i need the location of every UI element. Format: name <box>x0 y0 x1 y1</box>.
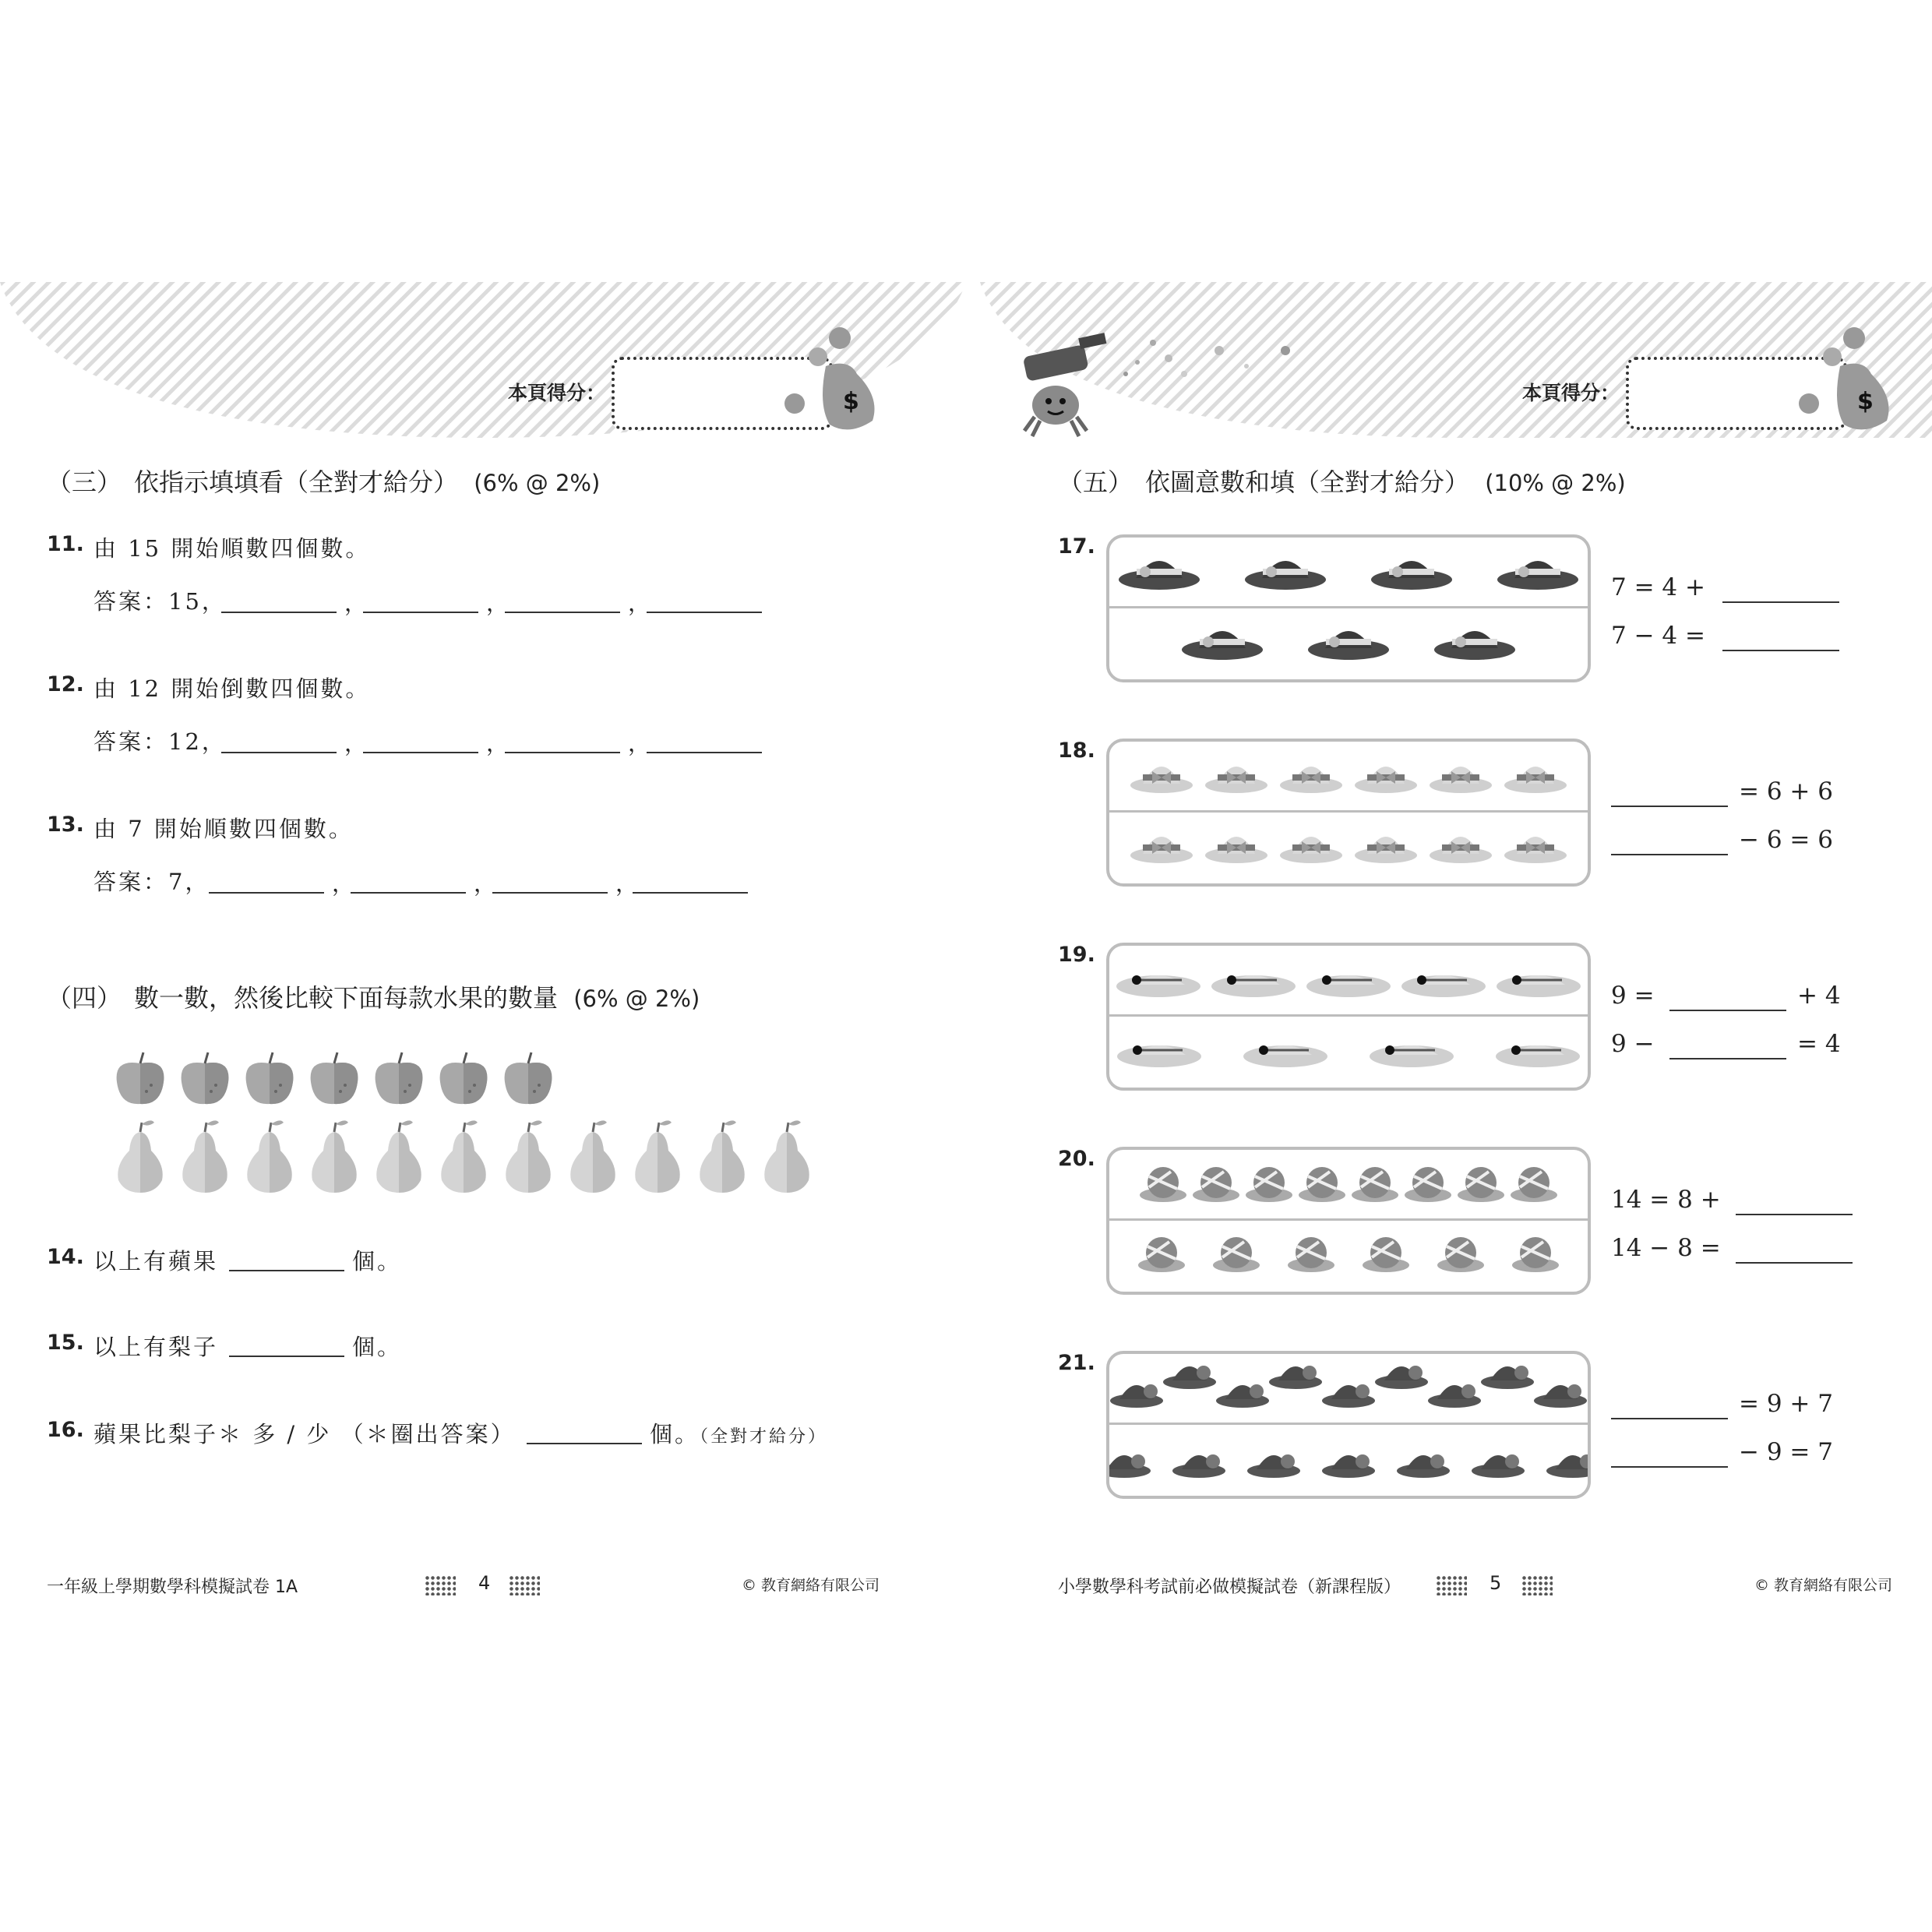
comma: ， <box>474 870 497 897</box>
hat-icon <box>1163 1366 1216 1389</box>
pear-icon <box>118 1120 162 1193</box>
picture-box <box>1106 1351 1591 1499</box>
right-footer-title: 小學數學科考試前必做模擬試卷（新課程版） <box>1058 1578 1401 1597</box>
hat-icon <box>1428 1384 1481 1408</box>
picture-box <box>1106 739 1591 887</box>
answer-blank[interactable] <box>1736 1214 1853 1215</box>
q11-blank-3[interactable] <box>505 612 620 613</box>
hat-icon <box>1308 631 1389 660</box>
score-label: 本頁得分： <box>1522 382 1620 404</box>
pear-row <box>113 1118 814 1196</box>
hat-icon <box>1511 1167 1557 1202</box>
comma: ， <box>486 730 509 756</box>
pear-icon <box>764 1120 809 1193</box>
hat-icon <box>1322 1384 1375 1408</box>
section-4-heading <box>47 978 700 1014</box>
q12-answer-label: 答案：12， <box>93 728 227 755</box>
pear-icon <box>312 1120 356 1193</box>
picture-box <box>1106 943 1591 1091</box>
hat-icon <box>1205 767 1267 793</box>
hat-icon <box>1401 975 1486 997</box>
hat-icon <box>1355 837 1417 863</box>
comma: ， <box>344 590 368 616</box>
hat-icon <box>1352 1167 1398 1202</box>
right-page-number: 5 <box>1490 1572 1502 1594</box>
hat-icon <box>1116 975 1200 997</box>
comma: ， <box>332 870 355 897</box>
equation-left: 14 = 8 + <box>1611 1186 1721 1214</box>
money-bag-icon <box>1793 319 1910 436</box>
comma: ， <box>615 870 639 897</box>
section-4-marks: (6% @ 2%) <box>573 985 700 1012</box>
section-3-title: （三） 依指示填填看（全對才給分） <box>47 467 459 497</box>
section-5-marks: (10% @ 2%) <box>1485 470 1626 496</box>
hat-icon <box>1306 975 1391 997</box>
equation-right: = 6 + 6 <box>1739 777 1833 806</box>
dots-decoration <box>509 1575 540 1595</box>
question-number: 17. <box>1058 534 1095 559</box>
hat-icon <box>1280 837 1342 863</box>
q13-blank-1[interactable] <box>209 892 324 894</box>
hat-icon <box>1269 1366 1322 1389</box>
q14-unit: 個。 <box>352 1248 403 1274</box>
answer-blank[interactable] <box>1611 806 1728 807</box>
hat-icon <box>1397 1454 1450 1478</box>
left-page-number: 4 <box>478 1572 491 1594</box>
hat-row <box>1109 742 1588 810</box>
answer-blank[interactable] <box>1736 1262 1853 1264</box>
hat-icon <box>1172 1454 1225 1478</box>
q12-text: 由 12 開始倒數四個數。 <box>93 675 371 702</box>
q13-answer-label: 答案：7， <box>93 869 210 895</box>
equation-right: = 4 <box>1797 1030 1841 1058</box>
q16-unit: 個。 <box>650 1421 700 1447</box>
q16-unit-wrap <box>650 1417 827 1449</box>
hat-icon <box>1246 1167 1292 1202</box>
q15-text: 以上有梨子 <box>93 1334 219 1360</box>
equation-left: 9 − <box>1611 1030 1655 1058</box>
hat-icon <box>1512 1237 1559 1272</box>
hat-icon <box>1497 561 1578 590</box>
hat-icon <box>1472 1454 1525 1478</box>
section-5-heading <box>1058 463 1626 499</box>
hat-row <box>1109 812 1588 880</box>
equation-right: + 4 <box>1797 982 1841 1010</box>
pear-icon <box>376 1120 421 1193</box>
hat-row <box>1109 538 1588 606</box>
hat-icon <box>1119 561 1200 590</box>
apple-icon <box>182 1052 229 1104</box>
q14-blank[interactable] <box>229 1270 344 1271</box>
dots-decoration <box>1436 1575 1467 1595</box>
dots-decoration <box>1521 1575 1553 1595</box>
q11-blank-1[interactable] <box>221 612 337 613</box>
hat-icon <box>1213 1237 1260 1272</box>
left-copyright: © 教育網絡有限公司 <box>742 1577 880 1594</box>
q14-number: 14. <box>47 1245 84 1269</box>
equation-left: 7 − 4 = <box>1611 622 1705 650</box>
section-3-marks: (6% @ 2%) <box>474 470 601 496</box>
pear-icon <box>570 1120 615 1193</box>
picture-box <box>1106 534 1591 682</box>
hat-row <box>1109 1150 1588 1218</box>
pear-icon <box>182 1120 227 1193</box>
hat-icon <box>1370 1045 1454 1067</box>
hat-icon <box>1363 1237 1409 1272</box>
hat-row <box>1109 1354 1588 1423</box>
hat-icon <box>1247 1454 1300 1478</box>
hat-row <box>1109 1424 1588 1493</box>
hat-icon <box>1182 631 1263 660</box>
apple-icon <box>440 1052 488 1104</box>
hat-icon <box>1140 1167 1186 1202</box>
q13-blank-3[interactable] <box>492 892 608 894</box>
hat-icon <box>1546 1454 1588 1478</box>
hat-icon <box>1193 1167 1239 1202</box>
hat-icon <box>1434 631 1515 660</box>
picture-box <box>1106 1147 1591 1295</box>
hat-icon <box>1130 837 1193 863</box>
apple-icon <box>246 1052 294 1104</box>
section-3-heading <box>47 463 600 499</box>
equation-right: − 6 = 6 <box>1739 826 1833 854</box>
hat-icon <box>1481 1366 1534 1389</box>
answer-blank[interactable] <box>1669 1058 1786 1059</box>
q14-text: 以上有蘋果 <box>93 1248 219 1274</box>
comma: ， <box>486 590 509 616</box>
apple-icon <box>311 1052 358 1104</box>
hat-icon <box>1437 1237 1484 1272</box>
hat-icon <box>1109 1454 1151 1478</box>
hat-icon <box>1430 767 1492 793</box>
pear-icon <box>506 1120 550 1193</box>
crab-with-bottle-icon <box>1021 331 1301 440</box>
question-number: 19. <box>1058 943 1095 967</box>
hat-icon <box>1138 1237 1185 1272</box>
hat-icon <box>1245 561 1326 590</box>
q12-blank-2[interactable] <box>363 752 478 753</box>
hat-icon <box>1405 1167 1451 1202</box>
q12-blank-4[interactable] <box>647 752 762 753</box>
apple-row <box>113 1048 814 1110</box>
equation-left: 7 = 4 + <box>1611 573 1705 601</box>
hat-icon <box>1430 837 1492 863</box>
hat-row <box>1109 1220 1588 1289</box>
answer-blank[interactable] <box>1722 601 1839 603</box>
hat-icon <box>1534 1384 1587 1408</box>
question-number: 20. <box>1058 1147 1095 1171</box>
apple-icon <box>505 1052 552 1104</box>
hat-icon <box>1216 1384 1269 1408</box>
answer-blank[interactable] <box>1611 854 1728 855</box>
equation-right: = 9 + 7 <box>1739 1390 1833 1418</box>
hat-icon <box>1371 561 1452 590</box>
hat-row <box>1109 946 1588 1014</box>
svg-text:$: $ <box>1857 388 1874 415</box>
left-footer-title: 一年級上學期數學科模擬試卷 1A <box>47 1578 298 1597</box>
hat-icon <box>1299 1167 1345 1202</box>
q11-blank-2[interactable] <box>363 612 478 613</box>
comma: ， <box>628 730 651 756</box>
q12-number: 12. <box>47 672 84 696</box>
pear-icons <box>113 1118 814 1196</box>
pear-icon <box>635 1120 679 1193</box>
hat-row <box>1109 608 1588 676</box>
q13-blank-4[interactable] <box>633 892 748 894</box>
q13-text: 由 7 開始順數四個數。 <box>93 816 354 842</box>
hat-icon <box>1497 975 1581 997</box>
money-bag-icon <box>779 319 896 436</box>
comma: ， <box>628 590 651 616</box>
answer-blank[interactable] <box>1722 650 1839 651</box>
apple-icons <box>113 1048 814 1110</box>
equation-left: 14 − 8 = <box>1611 1234 1721 1262</box>
hat-icon <box>1205 837 1267 863</box>
q11-number: 11. <box>47 532 84 556</box>
hat-icon <box>1117 1045 1201 1067</box>
hat-icon <box>1288 1237 1334 1272</box>
hat-icon <box>1458 1167 1504 1202</box>
answer-blank[interactable] <box>1611 1418 1728 1419</box>
hat-icon <box>1322 1454 1375 1478</box>
apple-icon <box>117 1052 164 1104</box>
hat-icon <box>1280 767 1342 793</box>
answer-blank[interactable] <box>1669 1010 1786 1011</box>
hat-icon <box>1130 767 1193 793</box>
equation-left: 9 = <box>1611 982 1655 1010</box>
comma: ， <box>344 730 368 756</box>
hat-icon <box>1110 1384 1163 1408</box>
pear-icon <box>247 1120 291 1193</box>
q16-blank[interactable] <box>527 1443 642 1444</box>
score-label: 本頁得分： <box>508 382 606 404</box>
hat-icon <box>1375 1366 1428 1389</box>
q15-unit: 個。 <box>352 1334 403 1360</box>
hat-icon <box>1211 975 1296 997</box>
q16-note: （全對才給分） <box>700 1427 828 1447</box>
section-4-title: （四） 數一數，然後比較下面每款水果的數量 <box>47 983 559 1013</box>
question-number: 18. <box>1058 739 1095 763</box>
dots-decoration <box>425 1575 456 1595</box>
q13-blank-2[interactable] <box>351 892 466 894</box>
pear-icon <box>441 1120 485 1193</box>
q15-blank[interactable] <box>229 1356 344 1357</box>
q11-answer-label: 答案：15， <box>93 588 227 615</box>
q11-blank-4[interactable] <box>647 612 762 613</box>
right-copyright: © 教育網絡有限公司 <box>1754 1577 1893 1594</box>
question-number: 21. <box>1058 1351 1095 1375</box>
equation-right: − 9 = 7 <box>1739 1438 1833 1466</box>
q15-number: 15. <box>47 1331 84 1355</box>
answer-blank[interactable] <box>1611 1466 1728 1468</box>
hat-icon <box>1243 1045 1327 1067</box>
q12-blank-3[interactable] <box>505 752 620 753</box>
svg-text:$: $ <box>843 388 859 415</box>
q13-number: 13. <box>47 813 84 837</box>
q12-blank-1[interactable] <box>221 752 337 753</box>
q16-number: 16. <box>47 1418 84 1442</box>
hat-icon <box>1355 767 1417 793</box>
q16-text: 蘋果比梨子＊ 多 / 少 （＊圈出答案） <box>93 1421 516 1447</box>
hat-row <box>1109 1016 1588 1084</box>
hat-icon <box>1504 767 1567 793</box>
hat-icon <box>1496 1045 1580 1067</box>
q11-text: 由 15 開始順數四個數。 <box>93 535 371 562</box>
apple-icon <box>375 1052 423 1104</box>
pear-icon <box>700 1120 744 1193</box>
hat-icon <box>1504 837 1567 863</box>
section-5-title: （五） 依圖意數和填（全對才給分） <box>1058 467 1470 497</box>
